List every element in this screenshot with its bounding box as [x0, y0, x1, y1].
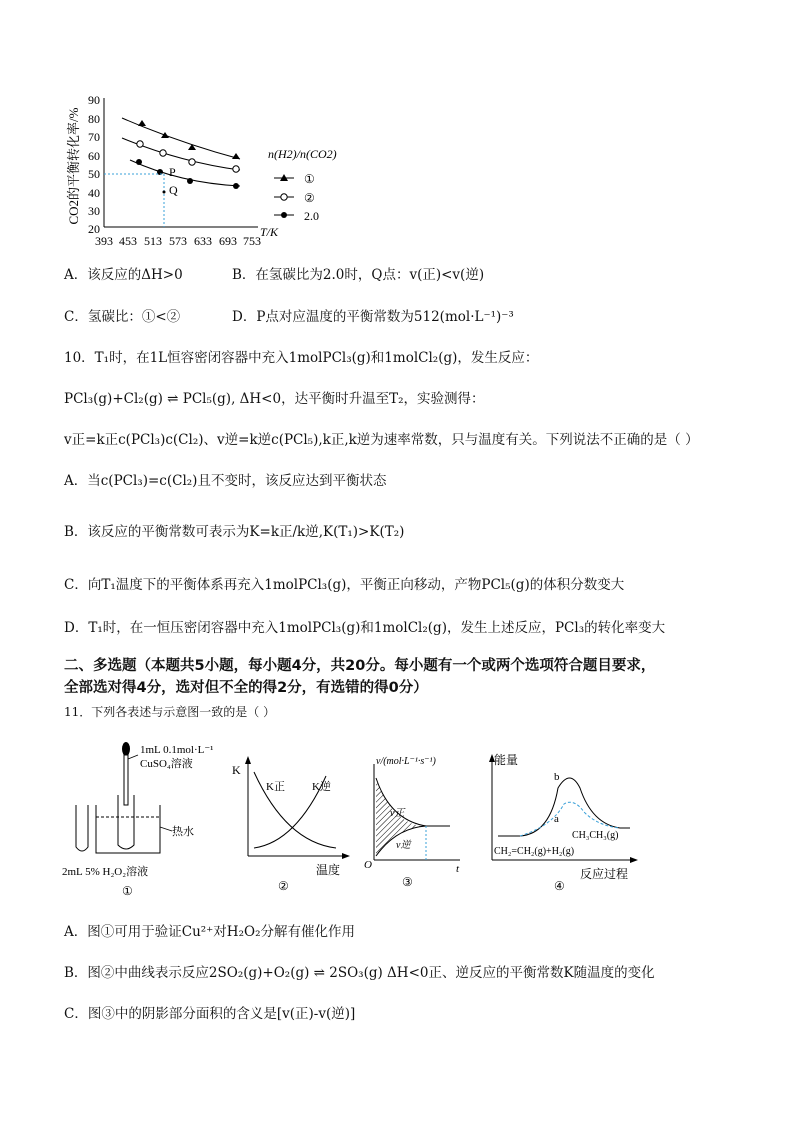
series-1-point [232, 153, 240, 159]
q11-option-c: C．图③中的阴影部分面积的含义是[v(正)-v(逆)] [64, 1006, 356, 1022]
label-a: a [554, 813, 559, 825]
xtick: 693 [219, 234, 237, 248]
ytick: 90 [88, 93, 100, 107]
series-2-point [137, 141, 143, 147]
axis-x-label: 温度 [316, 863, 341, 877]
series-1-point [188, 144, 196, 150]
k-forward-label: K正 [266, 781, 285, 793]
xtick: 393 [95, 234, 113, 248]
q10-option-c: C．向T₁温度下的平衡体系再充入1molPCl₃(g)，平衡正向移动，产物PCl₅(g)的体积分数变大 [64, 577, 625, 593]
ytick: 80 [88, 112, 100, 126]
k-reverse-label: K逆 [312, 781, 331, 793]
curve-b [498, 778, 630, 836]
q11-figure-1 [60, 735, 240, 898]
series-2-point [189, 159, 195, 165]
q9-option-d: D．P点对应温度的平衡常数为512(mol·L⁻¹)⁻³ [232, 309, 514, 325]
series-3-curve [130, 160, 240, 186]
q11-figure-2 [226, 752, 356, 892]
q9-option-b: B．在氢碳比为2.0时，Q点：v(正)<v(逆) [232, 267, 485, 283]
q9-option-a: A．该反应的ΔH>0 [64, 267, 183, 283]
dropper-tube [124, 755, 128, 805]
axis-y-label: 能量 [494, 753, 519, 767]
q11-figure-4 [480, 748, 650, 898]
product-label: CH₃CH₃(g) [572, 830, 619, 841]
series-3-point [187, 178, 193, 184]
xtick: 753 [243, 234, 261, 248]
xtick: 573 [169, 234, 187, 248]
q9-chart [60, 88, 390, 250]
series-1-point [138, 120, 146, 126]
q10-option-b: B．该反应的平衡常数可表示为K=k正/k逆,K(T₁)>K(T₂) [64, 524, 405, 540]
fig-number: ③ [402, 875, 413, 889]
v-forward-label: v正 [390, 808, 405, 819]
axis-y-label: K [232, 763, 241, 777]
ytick: 70 [88, 130, 100, 144]
beaker [96, 805, 160, 853]
fig-number: ② [278, 879, 289, 893]
legend-dot-icon [281, 212, 287, 218]
axis-x-label: t [456, 863, 460, 875]
h2o2-label: 2mL 5% H₂O₂溶液 [62, 866, 149, 878]
q11-stem: 11．下列各表述与示意图一致的是（ ） [64, 705, 276, 719]
q11-option-b: B．图②中曲线表示反应2SO₂(g)+O₂(g) ⇌ 2SO₃(g) ΔH<0正、逆反应的平衡常数K随温度的变化 [64, 965, 655, 981]
label-p: P [169, 165, 176, 179]
xtick: 513 [144, 234, 162, 248]
ylabel-text: CO2的平衡转化率/% [66, 107, 81, 225]
series-2-point [233, 166, 239, 172]
xtick: 633 [194, 234, 212, 248]
fig-number: ④ [554, 879, 565, 893]
point-q [163, 191, 166, 194]
axis-x-label: 反应过程 [580, 867, 629, 881]
series-3-point [136, 159, 142, 165]
ytick: 50 [88, 167, 100, 181]
legend-circle-icon [281, 194, 287, 200]
hot-water-label: 热水 [172, 826, 194, 838]
y-axis-label [66, 107, 81, 224]
legend-item: 2.0 [304, 209, 319, 223]
q9-option-c: C．氢碳比：①<② [64, 309, 181, 325]
fig-number: ① [122, 884, 133, 898]
axis-y-label: v/(mol·L⁻¹·s⁻¹) [376, 756, 436, 767]
section2-heading-2: 全部选对得4分，选对但不全的得2分，有选错的得0分） [64, 680, 428, 696]
test-tube-2 [76, 805, 88, 851]
label-b: b [554, 771, 560, 783]
origin-label: O [364, 859, 372, 871]
v-reverse-label: v逆 [396, 840, 411, 851]
q11-option-a: A．图①可用于验证Cu²⁺对H₂O₂分解有催化作用 [64, 924, 355, 940]
reagent-name: CuSO₄溶液 [140, 758, 193, 770]
xlabel: T/K [260, 225, 279, 239]
legend-item: ① [304, 172, 315, 186]
legend-title: n(H2)/n(CO2) [268, 147, 337, 161]
q10-option-d: D．T₁时，在一恒压密闭容器中充入1molPCl₃(g)和1molCl₂(g)，发生上述反应，PCl₃的转化率变大 [64, 620, 666, 636]
series-2-point [160, 150, 166, 156]
xtick: 453 [119, 234, 137, 248]
ytick: 60 [88, 149, 100, 163]
q10-stem-1: 10．T₁时，在1L恒容密闭容器中充入1molPCl₃(g)和1molCl₂(g)，发生反应： [64, 350, 539, 366]
dropper-bulb [122, 742, 130, 756]
q11-figure-3 [360, 750, 470, 890]
q10-stem-2: PCl₃(g)+Cl₂(g) ⇌ PCl₅(g), ΔH<0，达平衡时升温至T₂，实验测得： [64, 391, 485, 407]
ytick: 20 [88, 222, 100, 236]
reagent-conc: 1mL 0.1mol·L⁻¹ [140, 744, 214, 756]
series-3-point [233, 183, 239, 189]
q10-option-a: A．当c(PCl₃)=c(Cl₂)且不变时，该反应达到平衡状态 [64, 473, 387, 489]
q10-stem-3: v正=k正c(PCl₃)c(Cl₂)、v逆=k逆c(PCl₅),k正,k逆为速率常数，只与温度有关。下列说法不正确的是（ ） [64, 432, 699, 448]
ytick: 40 [88, 186, 100, 200]
ytick: 30 [88, 204, 100, 218]
series-1-point [161, 132, 169, 138]
reactant-label: CH₂=CH₂(g)+H₂(g) [494, 846, 575, 857]
label-q: Q [169, 183, 178, 197]
legend-item: ② [304, 191, 315, 205]
section2-heading-1: 二、多选题（本题共5小题，每小题4分，共20分。每小题有一个或两个选项符合题目要求， [64, 658, 656, 674]
